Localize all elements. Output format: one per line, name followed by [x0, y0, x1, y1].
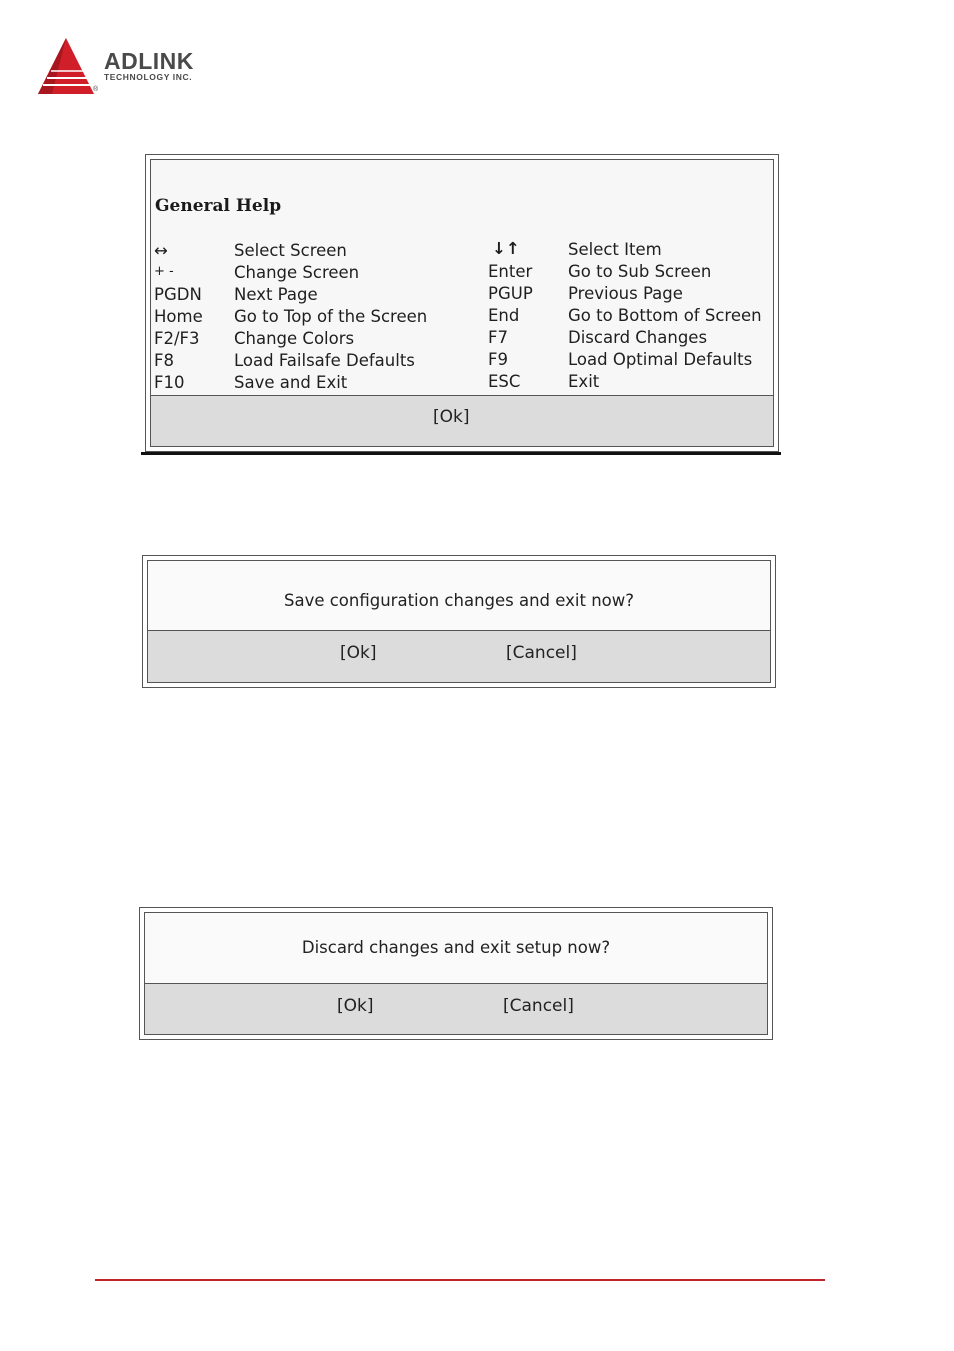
adlink-triangle-icon [38, 38, 100, 98]
help-key: ↓↑ [492, 239, 520, 258]
help-key: PGUP [488, 284, 533, 303]
help-key: PGDN [154, 285, 202, 304]
help-desc: Change Screen [234, 263, 360, 282]
general-help-panel [150, 159, 774, 447]
help-button-bar [151, 395, 773, 446]
discard-exit-dialog [139, 907, 773, 1040]
help-key: ↔ [154, 241, 168, 260]
help-dialog-underline [141, 452, 781, 455]
save-exit-panel [147, 560, 771, 683]
help-desc: Load Optimal Defaults [568, 350, 753, 369]
ok-button[interactable]: [Ok] [433, 407, 470, 427]
help-key: ESC [488, 372, 521, 391]
help-key: Enter [488, 262, 533, 281]
help-title: General Help [155, 196, 282, 216]
help-key: + - [154, 264, 174, 279]
help-desc: Select Item [568, 240, 662, 259]
help-desc: Next Page [234, 285, 318, 304]
help-key: F8 [154, 351, 174, 370]
cancel-button[interactable]: [Cancel] [506, 643, 577, 663]
discard-exit-panel [144, 912, 768, 1035]
help-desc: Discard Changes [568, 328, 708, 347]
help-desc: Change Colors [234, 329, 355, 348]
cancel-button[interactable]: [Cancel] [503, 996, 574, 1016]
save-exit-message: Save configuration changes and exit now? [283, 591, 635, 610]
help-desc: Save and Exit [234, 373, 348, 392]
save-exit-button-bar [148, 630, 770, 682]
help-desc: Go to Sub Screen [568, 262, 712, 281]
registered-mark: ® [93, 86, 99, 93]
help-desc: Previous Page [568, 284, 683, 303]
help-desc: Go to Bottom of Screen [568, 306, 762, 325]
help-key: F2/F3 [154, 329, 200, 348]
help-desc: Go to Top of the Screen [234, 307, 428, 326]
help-desc: Select Screen [234, 241, 347, 260]
ok-button[interactable]: [Ok] [337, 996, 374, 1016]
logo-name: ADLINK [104, 48, 194, 74]
logo-subtitle: TECHNOLOGY INC. [104, 72, 193, 82]
general-help-dialog [145, 154, 779, 452]
help-key: F10 [154, 373, 185, 392]
discard-exit-message: Discard changes and exit setup now? [301, 938, 611, 957]
save-exit-dialog [142, 555, 776, 688]
help-key: F9 [488, 350, 508, 369]
help-desc: Load Failsafe Defaults [234, 351, 415, 370]
adlink-logo [38, 38, 238, 98]
ok-button[interactable]: [Ok] [340, 643, 377, 663]
help-desc: Exit [568, 372, 600, 391]
help-key: End [488, 306, 520, 325]
footer-rule [95, 1279, 825, 1281]
help-key: F7 [488, 328, 508, 347]
help-key: Home [154, 307, 203, 326]
discard-exit-button-bar [145, 983, 767, 1034]
